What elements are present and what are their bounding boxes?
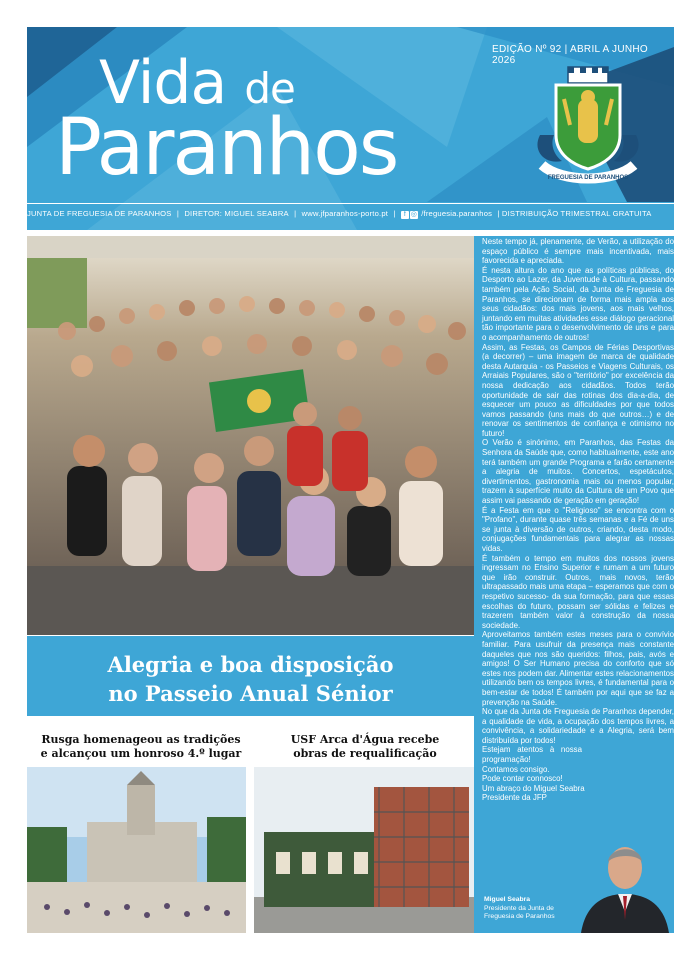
secondary-headline-usf[interactable] [258,733,472,761]
website-link[interactable]: www.jfparanhos-porto.pt [301,209,389,218]
editorial-paragraph: Pode contar connosco! [482,774,563,784]
city-hall-illustration [27,767,246,933]
masthead [27,27,674,230]
info-distribution: | DISTRIBUIÇÃO TRIMESTRAL GRATUITA [497,209,652,218]
editorial-paragraph: Assim, as Festas, os Campos de Férias Desportivas (a decorrer) – uma imagem de marca de qualidade desta Autarquia - os Passeios e Viagens Culturais, os Arraiais Populares, são o "território" por excelência da nossa dedicação aos cidadãos. Todos terão oportunidade de sair das rotinas dos dia-a-dia, de esquecer um pouco as dificuldades por que todos vamos passando (uns mais do que outros…) e de renovar os sentimentos de confiança e otimismo no futuro! [482,342,674,438]
masthead-info-bar [27,203,674,219]
coat-of-arms-icon [532,65,644,185]
masthead-title-line2: Paranhos [55,103,398,193]
main-headline-box [27,636,474,716]
editorial-paragraph: É nesta altura do ano que as políticas públicas, do Desporto ao Lazer, da Juventude à Cultura, passando também pela Ação Social, da Junta de Freguesia de Paranhos, se direcionam de forma mais ampla aos seus cidadãos: dos mais jovens, aos mais velhos, juntando em muitas atividades esse diálogo geracional tão importante para o desenvolvimento de uns e para o acompanhamento de outros! [482,265,674,342]
building-illustration [254,767,474,933]
signature-role: Presidente da Junta de [484,904,554,912]
headline-line-2: no Passeio Anual Sénior [108,681,393,706]
main-story-photo [27,236,474,635]
president-portrait [576,832,674,933]
info-director: DIRETOR: MIGUEL SEABRA [184,209,289,218]
editorial-paragraph: Neste tempo já, plenamente, de Verão, a utilização do espaço público é sempre mais incentivada, mais favorecida e apreciada. [482,237,674,266]
facebook-icon[interactable]: f [401,211,409,219]
portrait-illustration [576,832,674,933]
social-handle[interactable]: /freguesia.paranhos [421,209,493,218]
secondary-headline-line: USF Arca d'Água recebe [290,733,440,746]
info-separator: | [176,209,180,218]
signature-name: Miguel Seabra [484,896,531,903]
info-separator: | [393,209,396,218]
editorial-paragraph: Um abraço do Miguel Seabra [482,783,585,793]
editorial-paragraph: No que da Junta de Freguesia de Paranhos depender, a qualidade de vida, a ocupação dos tempos livres, a convivência, a solidariedade e a Alegria, será bem distribuída por todos! [482,707,674,745]
editorial-text [482,237,674,803]
editorial-paragraph: Aproveitamos também estes meses para o convívio familiar. Para usufruir da presença mais constante daqueles que nos são queridos: filhos, pais, avós e amigos! O Ser Humano precisa do conforto que só estes nos podem dar. Alimentar estes relacionamentos utilizando bem os tempos livres, é fundamental para o bem-estar de todos! É também por aqui que se faz a prevenção na Saúde. [482,630,674,707]
group-photo-illustration [27,236,474,635]
editorial-paragraph: O Verão é sinónimo, em Paranhos, das Festas da Senhora da Saúde que, como habitualmente, este ano terá também um grande Programa e farão certamente a alegria de muitos. Concertos, espetáculos, divertimentos, gastronomia mais ou menos popular, trazem à superfície muito da Cultura de um Povo que assim vai passando de geração em geração! [482,438,674,506]
instagram-icon[interactable]: ◎ [410,211,418,218]
editorial-paragraph: Contamos consigo. [482,764,550,774]
title-word-de: de [244,64,295,113]
editorial-paragraph: É também o tempo em muitos dos nossos jovens ingressam no Ensino Superior e rumam a um futuro que irão construir. Outros, mais novos, terão ultrapassado mais uma etapa – esperamos que com o respetivo sucesso- da sua formação, para que essas escolhas do futuro, possam ser sólidas e felizes e trazerem também valor à construção da nossa sociedade. [482,553,674,630]
secondary-headline-line: Rusga homenageou as tradições [41,733,241,746]
editorial-signature [484,896,555,922]
edition-label: EDIÇÃO Nº 92 | ABRIL A JUNHO 2026 [492,44,648,66]
coat-motto: FREGUESIA DE PARANHOS [547,175,629,181]
editorial-paragraph: Presidente da JFP [482,793,547,803]
editorial-paragraph: É a Festa em que o "Religioso" se encontra com o "Profano", durante quase três semanas e a Fé de uns se junta à diversão de outros, criando, desta modo, conjugações fundamentais para alegrar as nossas vidas. [482,505,674,553]
headline-line-1: Alegria e boa disposição [107,652,394,677]
secondary-headline-line: obras de requalificação [293,747,437,760]
rusga-photo [27,767,246,933]
editorial-paragraph: Estejam atentos à nossa programação! [482,745,582,765]
title-word-vida: Vida [99,48,227,118]
secondary-headline-line: e alcançou um honroso 4.º lugar [40,747,242,760]
secondary-headline-rusga[interactable] [30,733,252,761]
usf-photo [254,767,474,933]
main-headline[interactable] [27,650,474,708]
info-separator: | [294,209,297,218]
signature-role: Freguesia de Paranhos [484,913,555,920]
info-junta: JUNTA DE FREGUESIA DE PARANHOS [27,209,172,218]
